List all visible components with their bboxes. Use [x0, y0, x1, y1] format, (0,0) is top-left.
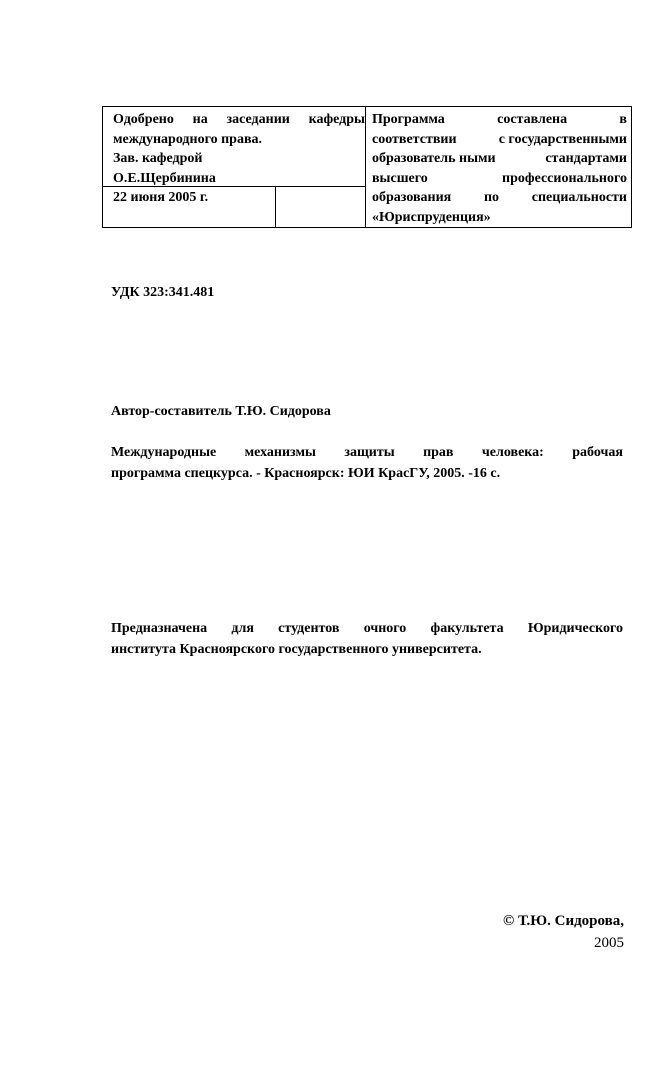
signature-cell [275, 187, 365, 227]
standards-word: с государственными [498, 131, 627, 147]
author-line: Автор-составитель Т.Ю. Сидорова [111, 404, 331, 419]
standards-word: по [483, 190, 500, 205]
copyright-holder: © Т.Ю. Сидорова, [503, 913, 624, 929]
bib-word: защиты [344, 445, 395, 460]
udc-code: УДК 323:341.481 [111, 285, 215, 300]
bib-word: человека: [481, 445, 544, 460]
approval-date: 22 июня 2005 г. [113, 190, 209, 205]
bib-word: механизмы [244, 445, 316, 460]
standards-line [372, 208, 627, 228]
approval-word: на [192, 112, 208, 127]
bibliographic-description [111, 442, 623, 484]
approval-word: заседании [226, 112, 290, 127]
standards-word: соответствии [372, 131, 457, 147]
purpose-word: для [231, 621, 254, 636]
purpose-statement [111, 618, 623, 660]
bib-word: прав [423, 445, 454, 460]
standards-word: высшего [372, 170, 428, 186]
standards-line [372, 169, 627, 189]
standards-word: профессионального [502, 170, 627, 186]
approval-cell [103, 107, 365, 186]
standards-word: образователь ными [372, 151, 496, 166]
standards-line [372, 130, 627, 150]
bib-word: Международные [111, 445, 217, 460]
standards-word: специальности [531, 190, 627, 205]
approval-line: Зав. кафедрой [113, 151, 203, 166]
specialty-name: «Юриспруденция» [372, 209, 491, 225]
approval-line: международного права. [113, 131, 263, 147]
standards-line [372, 149, 627, 169]
approval-line: О.Е.Щербинина [113, 170, 216, 186]
bib-line: программа спецкурса. - Красноярск: ЮИ КрасГУ, 2005. -16 с. [111, 466, 501, 481]
copyright-year: 2005 [594, 935, 624, 951]
bib-word: рабочая [572, 445, 623, 460]
standards-line [372, 110, 627, 130]
approval-table [102, 106, 632, 228]
standards-word: образования [372, 190, 452, 205]
copyright-notice [503, 910, 624, 954]
date-row [103, 186, 365, 227]
standards-word: Программа [372, 112, 445, 127]
approval-line [113, 110, 365, 130]
standards-word: в [619, 112, 627, 127]
approval-word: кафедры [308, 112, 365, 127]
approval-word: Одобрено [113, 112, 174, 127]
purpose-word: очного [363, 621, 407, 636]
purpose-line [111, 618, 623, 639]
purpose-word: студентов [278, 621, 340, 636]
purpose-line: института Красноярского государственного университета. [111, 642, 482, 657]
standards-word: стандартами [545, 151, 627, 166]
standards-cell [365, 107, 631, 227]
purpose-word: факультета [430, 621, 504, 636]
standards-line [372, 188, 627, 208]
standards-word: составлена [497, 112, 568, 127]
purpose-word: Юридического [527, 621, 623, 636]
bib-line [111, 442, 623, 463]
purpose-word: Предназначена [111, 621, 208, 636]
